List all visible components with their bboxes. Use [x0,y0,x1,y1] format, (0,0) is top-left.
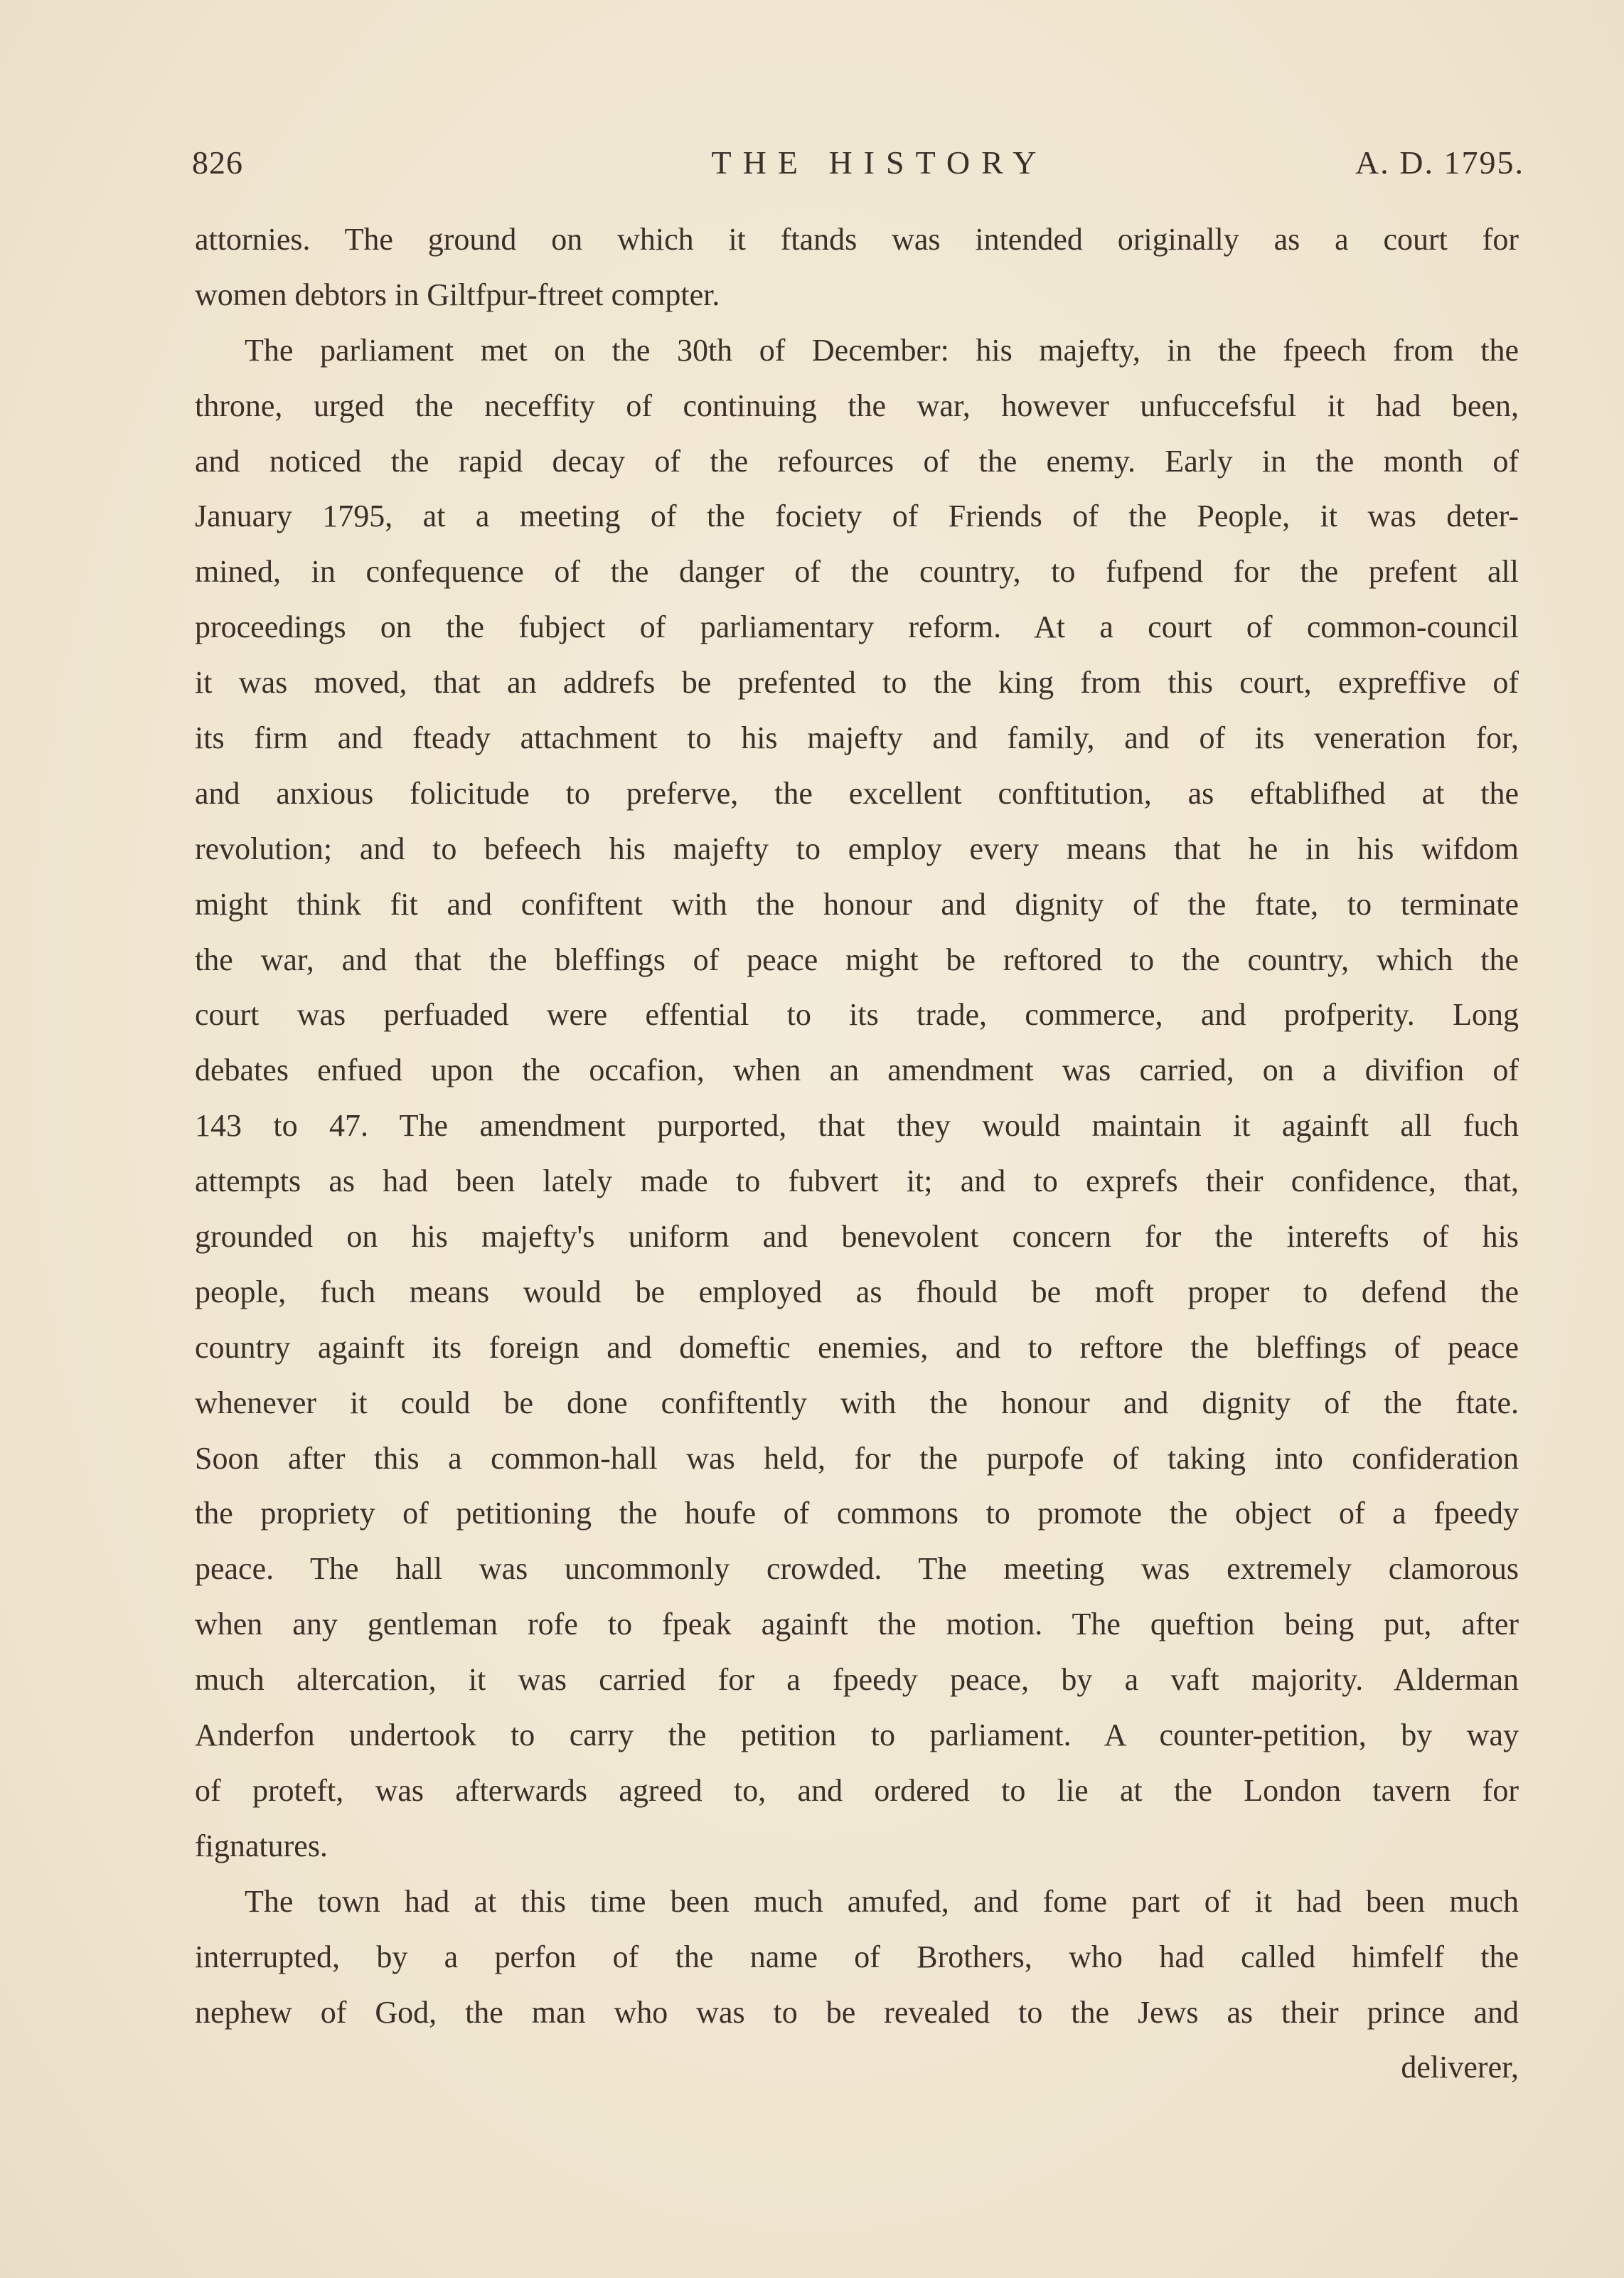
text-line: the war, and that the bleffings of peace might be reftored to the country, which the [195,942,1519,977]
text-line: proceedings on the fubject of parliamentary reform. At a court of common-council [195,610,1519,645]
text-line: and noticed the rapid decay of the refources of the enemy. Early in the month of [195,443,1519,479]
running-head [192,144,1524,193]
paragraph-first-line: The town had at this time been much amufed, and fome part of it had been much [245,1883,1519,1919]
text-line: much altercation, it was carried for a fpeedy peace, by a vaft majority. Alderman [195,1662,1519,1698]
text-line: debates enfued upon the occafion, when an amendment was carried, on a divifion of [195,1053,1519,1088]
text-line: court was perfuaded were effential to its trade, commerce, and profperity. Long [195,997,1519,1033]
text-line: and anxious folicitude to preferve, the excellent conftitution, as eftablifhed at the [195,775,1519,811]
text-line: Anderfon undertook to carry the petition to parliament. A counter-petition, by way [195,1718,1519,1753]
text-line: fignatures. [195,1828,328,1863]
text-line: the propriety of petitioning the houfe of commons to promote the object of a fpeedy [195,1496,1519,1531]
body-text [195,212,1519,2095]
text-line: attempts as had been lately made to fubvert it; and to exprefs their confidence, that, [195,1164,1519,1199]
catchword: deliverer, [1401,2050,1519,2085]
text-line: might think fit and confiftent with the honour and dignity of the ftate, to terminate [195,886,1519,922]
text-line: attornies. The ground on which it ftands was intended originally as a court for [195,222,1519,257]
text-line: Soon after this a common-hall was held, for the purpofe of taking into confideration [195,1440,1519,1476]
text-line: country againft its foreign and domeftic enemies, and to reftore the bleffings of peace [195,1329,1519,1365]
paragraph-first-line: The parliament met on the 30th of December: his majefty, in the fpeech from the [245,332,1519,368]
text-line: whenever it could be done confiftently with the honour and dignity of the ftate. [195,1385,1519,1420]
running-title: THE HISTORY [711,144,1048,181]
page-number: 826 [192,144,243,181]
text-line: its firm and fteady attachment to his majefty and family, and of its veneration for, [195,720,1519,756]
text-line: when any gentleman rofe to fpeak againft the motion. The queftion being put, after [195,1607,1519,1642]
text-line: revolution; and to befeech his majefty to employ every means that he in his wifdom [195,831,1519,866]
text-line: mined, in confequence of the danger of the country, to fufpend for the prefent all [195,554,1519,590]
text-line: it was moved, that an addrefs be prefented to the king from this court, expreffive of [195,665,1519,701]
text-line: people, fuch means would be employed as fhould be moft proper to defend the [195,1274,1519,1309]
text-line: peace. The hall was uncommonly crowded. The meeting was extremely clamorous [195,1551,1519,1587]
text-line: interrupted, by a perfon of the name of Brothers, who had called himfelf the [195,1939,1519,1974]
text-line: nephew of God, the man who was to be revealed to the Jews as their prince and [195,1994,1519,2030]
text-line: 143 to 47. The amendment purported, that they would maintain it againft all fuch [195,1108,1519,1144]
text-line: throne, urged the neceffity of continuing the war, however unfuccefsful it had been, [195,388,1519,423]
text-line: of proteft, was afterwards agreed to, and ordered to lie at the London tavern for [195,1772,1519,1808]
running-date: A. D. 1795. [1355,144,1524,181]
text-line: January 1795, at a meeting of the fociety of Friends of the People, it was deter- [195,499,1519,534]
text-line: women debtors in Giltfpur-ftreet compter. [195,277,720,312]
text-line: grounded on his majefty's uniform and benevolent concern for the interefts of his [195,1219,1519,1255]
